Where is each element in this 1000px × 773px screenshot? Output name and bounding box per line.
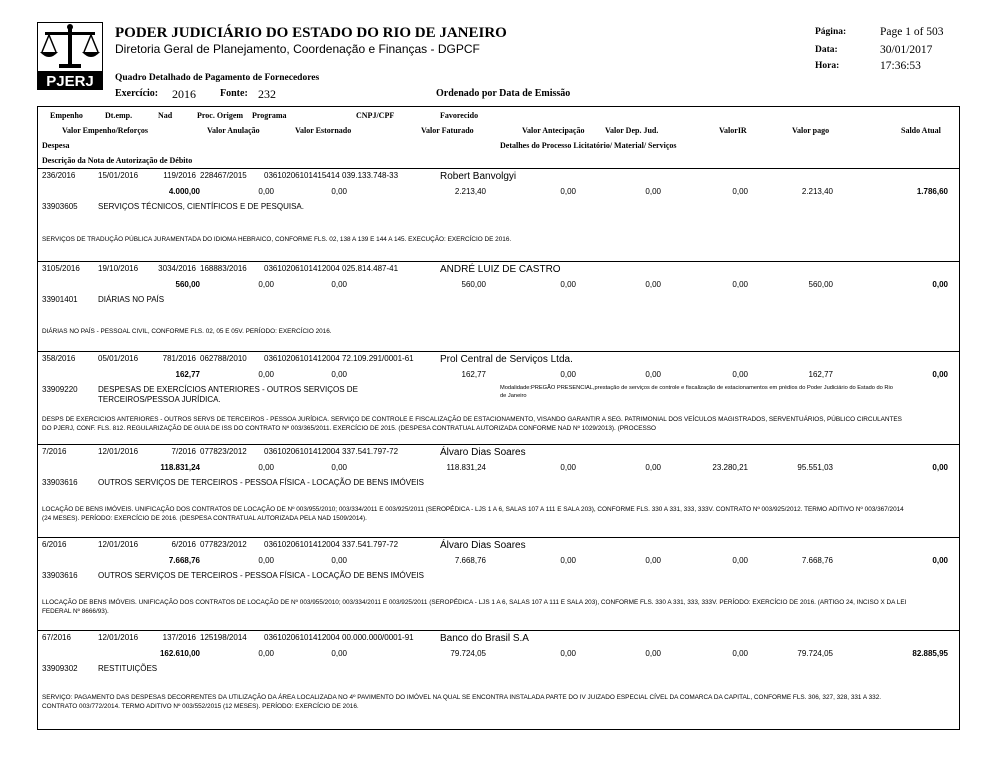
valor-anulacao-value: 0,00 [258,463,274,472]
proc-origem-value: 077823/2012 [200,447,247,456]
col-valor-antecipacao: Valor Antecipação [522,126,585,135]
valor-ir-value: 0,00 [732,370,748,379]
valor-faturado-value: 560,00 [461,280,486,289]
proc-origem-value: 228467/2015 [200,171,247,180]
favorecido-value: ANDRÉ LUIZ DE CASTRO [440,264,561,275]
row-divider [37,630,960,631]
valor-antecipacao-value: 0,00 [560,280,576,289]
date-label: Data: [815,45,838,55]
col-empenho: Empenho [50,111,83,120]
valor-faturado-value: 2.213,40 [454,187,486,196]
empenho-value: 3105/2016 [42,264,80,273]
time-label: Hora: [815,61,840,71]
valor-anulacao-value: 0,00 [258,649,274,658]
valor-empenho-value: 118.831,24 [160,463,200,472]
valor-pago-value: 560,00 [808,280,833,289]
valor-ir-value: 23.280,21 [712,463,748,472]
despesa-desc: RESTITUIÇÕES [98,664,158,673]
saldo-atual-value: 1.786,60 [916,187,948,196]
favorecido-value: Álvaro Dias Soares [440,447,526,458]
valor-dep-jud-value: 0,00 [645,463,661,472]
report-title: Quadro Detalhado de Pagamento de Fornecedores [115,73,320,83]
valor-empenho-value: 162,77 [175,370,200,379]
fonte-label: Fonte: [220,88,248,99]
descricao-value: LLOCAÇÃO DE BENS IMÓVEIS. UNIFICAÇÃO DOS CONTRATOS DE LOCAÇÃO DE Nº 003/955/2010; 003/334/2011 E 003/925/2011 (SEROPÉDICA - LJS 1 A 6, SALAS 107 A 111 E SALA 203), CONFORME FLS. 330 A 331, 333, 333V. PERÍODO: EXERCÍCIO DE 2016. (ARTIGO 24, INCISO X DA LEI FEDERAL Nº 8666/93). [42,599,907,615]
valor-ir-value: 0,00 [732,280,748,289]
favorecido-value: Álvaro Dias Soares [440,540,526,551]
valor-faturado-value: 7.668,76 [454,556,486,565]
valor-antecipacao-value: 0,00 [560,556,576,565]
valor-faturado-value: 118.831,24 [446,463,486,472]
programa-value: 03610206101412004 [264,354,340,363]
exercicio-value: 2016 [172,87,196,101]
valor-estornado-value: 0,00 [331,463,347,472]
descricao-value: DIÁRIAS NO PAÍS - PESSOAL CIVIL, CONFORME FLS. 02, 05 E 05V. PERÍODO: EXERCÍCIO 2016. [42,328,332,335]
valor-antecipacao-value: 0,00 [560,463,576,472]
valor-pago-value: 95.551,03 [797,463,833,472]
despesa-desc: DIÁRIAS NO PAÍS [98,295,165,304]
saldo-atual-value: 82.885,95 [912,649,948,658]
valor-anulacao-value: 0,00 [258,370,274,379]
favorecido-value: Prol Central de Serviços Ltda. [440,354,573,365]
valor-empenho-value: 4.000,00 [168,187,200,196]
valor-faturado-value: 79.724,05 [450,649,486,658]
programa-value: 03610206101412004 [264,540,340,549]
col-detalhes: Detalhes do Processo Licitatório/ Material/ Serviços [500,141,677,150]
col-despesa: Despesa [42,141,70,150]
nad-value: 7/2016 [171,447,196,456]
valor-dep-jud-value: 0,00 [645,187,661,196]
page-subtitle: Diretoria Geral de Planejamento, Coordenação e Finanças - DGPCF [115,42,480,56]
empenho-value: 358/2016 [42,354,76,363]
ordering-label: Ordenado por Data de Emissão [436,88,571,99]
saldo-atual-value: 0,00 [932,463,948,472]
valor-anulacao-value: 0,00 [258,280,274,289]
favorecido-value: Robert Banvolgyi [440,171,517,182]
valor-pago-value: 162,77 [808,370,833,379]
exercicio-label: Exercício: [115,88,159,99]
col-nad: Nad [158,111,173,120]
col-saldo-atual: Saldo Atual [901,126,941,135]
valor-estornado-value: 0,00 [331,370,347,379]
saldo-atual-value: 0,00 [932,370,948,379]
col-valor-empenho: Valor Empenho/Reforços [62,126,148,135]
valor-ir-value: 0,00 [732,187,748,196]
favorecido-value: Banco do Brasil S.A [440,633,529,644]
dt-emp-value: 12/01/2016 [98,540,139,549]
despesa-desc: SERVIÇOS TÉCNICOS, CIENTÍFICOS E DE PESQUISA. [98,202,304,211]
proc-origem-value: 062788/2010 [200,354,247,363]
despesa-code: 33903605 [42,202,78,211]
despesa-code: 33909220 [42,385,78,394]
col-valor-anulacao: Valor Anulação [207,126,260,135]
descricao-value: SERVIÇO: PAGAMENTO DAS DESPESAS DECORRENTES DA UTILIZAÇÃO DA ÁREA LOCALIZADA NO 4º PAVIMENTO DO IMÓVEL NA QUAL SE ENCONTRA INSTALADA PARTE DO IV JUIZADO ESPECIAL CÍVEL DA COMARCA DA CAPITAL, CONFORME FLS. 306, 327, 328, 331 A 332. CONTRATO 003/772/2014. TERMO ADITIVO Nº 003/552/2015 (12 MESES). PERÍODO: EXERCÍCIO DE 2016. [42,694,882,710]
row-divider [37,261,960,262]
descricao-value: SERVIÇOS DE TRADUÇÃO PÚBLICA JURAMENTADA DO IDIOMA HEBRAICO, CONFORME FLS. 02, 138 A 139 E 144 A 145. EXECUÇÃO: EXERCÍCIO DE 2016. [42,236,512,243]
valor-anulacao-value: 0,00 [258,187,274,196]
despesa-code: 33903616 [42,478,78,487]
valor-dep-jud-value: 0,00 [645,370,661,379]
valor-anulacao-value: 0,00 [258,556,274,565]
despesa-code: 33903616 [42,571,78,580]
programa-value: 03610206101412004 [264,264,340,273]
cnpj-value: 039.133.748-33 [342,171,399,180]
valor-empenho-value: 7.668,76 [168,556,200,565]
scales-of-justice-icon [37,22,103,90]
valor-faturado-value: 162,77 [461,370,486,379]
col-valor-dep-jud: Valor Dep. Jud. [605,126,659,135]
saldo-atual-value: 0,00 [932,556,948,565]
despesa-desc: OUTROS SERVIÇOS DE TERCEIROS - PESSOA FÍSICA - LOCAÇÃO DE BENS IMÓVEIS [98,571,424,580]
despesa-code: 33901401 [42,295,78,304]
despesa-code: 33909302 [42,664,78,673]
col-valor-estornado: Valor Estornado [295,126,352,135]
row-divider [37,351,960,352]
col-favorecido: Favorecido [440,111,479,120]
valor-estornado-value: 0,00 [331,649,347,658]
programa-value: 03610206101412004 [264,633,340,642]
empenho-value: 7/2016 [42,447,67,456]
col-proc-origem: Proc. Origem [197,111,244,120]
col-programa: Programa [252,111,287,120]
programa-value: 03610206101412004 [264,447,340,456]
empenho-value: 67/2016 [42,633,71,642]
col-dt-emp: Dt.emp. [105,111,133,120]
date-value: 30/01/2017 [880,44,933,56]
saldo-atual-value: 0,00 [932,280,948,289]
nad-value: 3034/2016 [158,264,196,273]
valor-estornado-value: 0,00 [331,280,347,289]
descricao-value: LOCAÇÃO DE BENS IMÓVEIS. UNIFICAÇÃO DOS CONTRATOS DE LOCAÇÃO DE Nº 003/955/2010; 003/334/2011 E 003/925/2011 (SEROPÉDICA - LJS 1 A 6, SALAS 107 A 111 E SALA 203), CONFORME FLS. 330 A 331, 333, 333V. CONTRATO Nº 003/925/2012. TERMO ADITIVO Nº 003/367/2014 (24 MESES). PERÍODO: EXERCÍCIO DE 2016. (DESPESA CONTRATUAL AUTORIZADA PELA NAD 1509/2014). [42,506,904,522]
page-title: PODER JUDICIÁRIO DO ESTADO DO RIO DE JANEIRO [115,25,507,41]
empenho-value: 236/2016 [42,171,76,180]
dt-emp-value: 15/01/2016 [98,171,139,180]
dt-emp-value: 05/01/2016 [98,354,139,363]
valor-antecipacao-value: 0,00 [560,370,576,379]
valor-antecipacao-value: 0,00 [560,649,576,658]
col-valor-ir: ValorIR [719,126,747,135]
dt-emp-value: 12/01/2016 [98,633,139,642]
proc-origem-value: 125198/2014 [200,633,247,642]
cnpj-value: 00.000.000/0001-91 [342,633,414,642]
dt-emp-value: 19/10/2016 [98,264,139,273]
valor-empenho-value: 162.610,00 [159,649,200,658]
programa-value: 03610206101415414 [264,171,340,180]
valor-antecipacao-value: 0,00 [560,187,576,196]
descricao-value: DESPS DE EXERCICIOS ANTERIORES - OUTROS SERVS DE TERCEIROS - PESSOA JURÍDICA. SERVIÇO DE CONTROLE E FISCALIZAÇÃO DE ESTACIONAMENTO, VISANDO GARANTIR A SEG. PATRIMONIAL DOS VEÍCULOS MAGISTRADOS, SERVENTUÁRIOS, PÚBLICO CIRCULANTES DO PJERJ, CONF. FLS. 812. REGULARIZAÇÃO DE GUIA DE ISS DO CONTRATO Nº 003/365/2011. EXERCÍCIO DE 2015. (DESPESA CONTRATUAL AUTORIZADA CONFORME NAD Nº 1029/2013). (PROCESSO [42,416,902,432]
row-divider [37,444,960,445]
valor-pago-value: 2.213,40 [801,187,833,196]
valor-dep-jud-value: 0,00 [645,280,661,289]
col-valor-faturado: Valor Faturado [421,126,474,135]
page-label: Página: [815,27,847,37]
despesa-desc: DESPESAS DE EXERCÍCIOS ANTERIORES - OUTROS SERVIÇOS DE TERCEIROS/PESSOA JURÍDICA. [98,385,358,404]
cnpj-value: 72.109.291/0001-61 [342,354,414,363]
dt-emp-value: 12/01/2016 [98,447,139,456]
nad-value: 137/2016 [162,633,196,642]
valor-pago-value: 7.668,76 [801,556,833,565]
valor-dep-jud-value: 0,00 [645,556,661,565]
fonte-value: 232 [258,87,276,101]
cnpj-value: 337.541.797-72 [342,447,399,456]
despesa-desc: OUTROS SERVIÇOS DE TERCEIROS - PESSOA FÍSICA - LOCAÇÃO DE BENS IMÓVEIS [98,478,424,487]
col-cnpj-cpf: CNPJ/CPF [356,111,395,120]
row-divider [37,537,960,538]
cnpj-value: 025.814.487-41 [342,264,399,273]
col-valor-pago: Valor pago [792,126,830,135]
svg-text:PJERJ: PJERJ [46,73,94,90]
col-descricao: Descrição da Nota de Autorização de Débito [42,156,193,165]
time-value: 17:36:53 [880,60,921,72]
valor-ir-value: 0,00 [732,649,748,658]
valor-ir-value: 0,00 [732,556,748,565]
pjerj-logo [37,22,103,90]
valor-estornado-value: 0,00 [331,556,347,565]
page-number: Page 1 of 503 [880,26,944,38]
proc-origem-value: 077823/2012 [200,540,247,549]
nad-value: 6/2016 [171,540,196,549]
proc-origem-value: 168883/2016 [200,264,247,273]
detalhes-value: Modalidade:PREGÃO PRESENCIAL,prestação de serviços de controle e fiscalização de estacionamentos em prédios do Poder Judiciário do Estado do Rio de Janeiro [500,385,893,399]
valor-estornado-value: 0,00 [331,187,347,196]
nad-value: 781/2016 [162,354,196,363]
header-divider [37,168,960,169]
nad-value: 119/2016 [163,171,196,180]
cnpj-value: 337.541.797-72 [342,540,399,549]
valor-pago-value: 79.724,05 [797,649,833,658]
valor-empenho-value: 560,00 [175,280,200,289]
empenho-value: 6/2016 [42,540,67,549]
valor-dep-jud-value: 0,00 [645,649,661,658]
